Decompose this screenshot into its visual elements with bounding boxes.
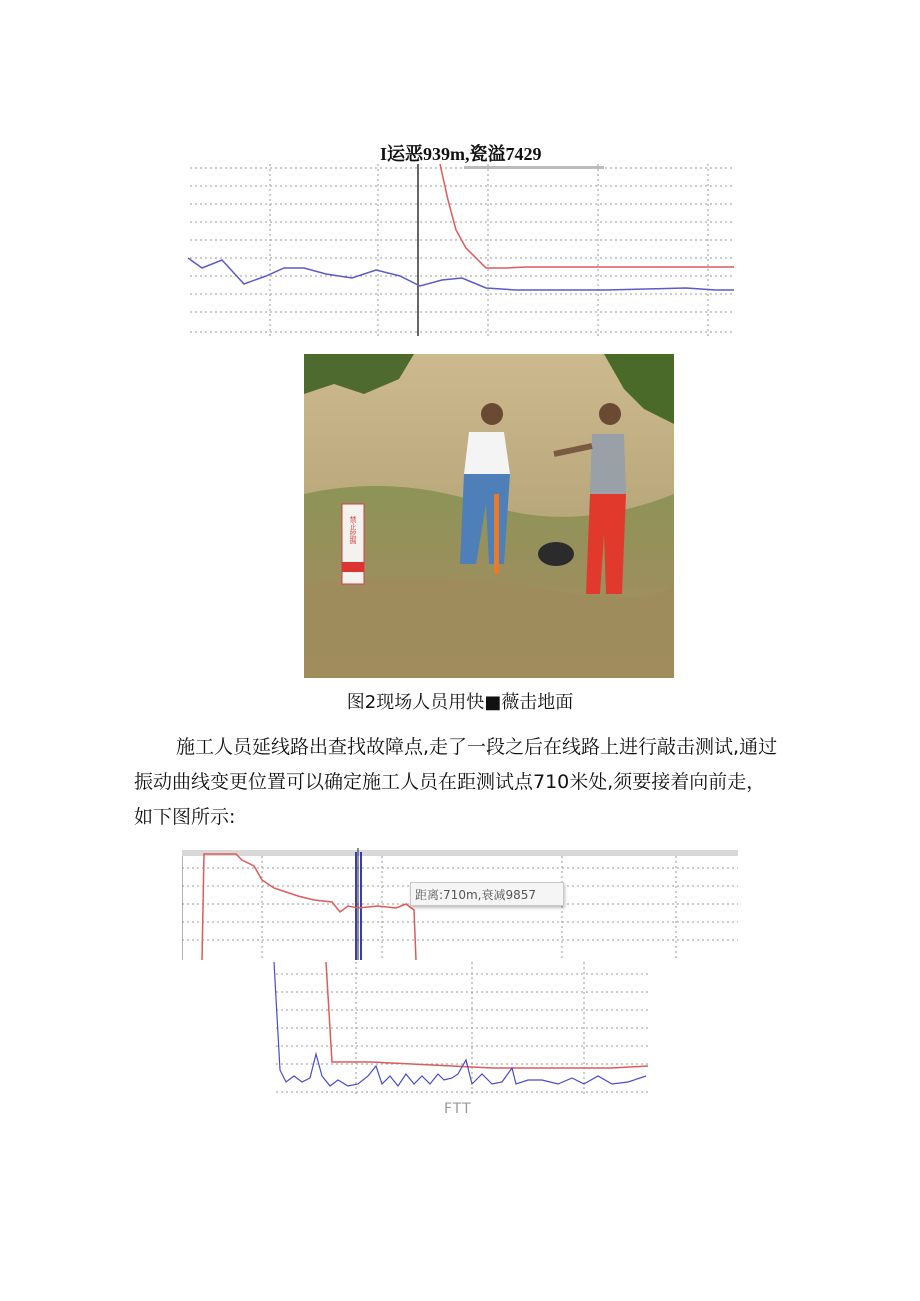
chart1-grid <box>190 164 734 336</box>
chart2-tooltip: 距离:710m,衰减9857 <box>410 882 564 906</box>
warning-post <box>342 504 364 584</box>
chart1-title-underline <box>464 166 604 169</box>
chart1-title: I运恶939m,瓷溢7429 <box>380 144 542 164</box>
figure2-caption: 图2现场人员用快■薇击地面 <box>346 692 574 713</box>
dog <box>538 542 574 566</box>
chart2-top-bar <box>182 850 738 856</box>
chart3-grid <box>276 962 648 1094</box>
chart1-vibration-plot <box>186 160 736 338</box>
chart3-red-series <box>326 962 648 1068</box>
warning-post-text: 禁止挖掘 <box>349 516 357 544</box>
chart1-red-series <box>440 164 734 268</box>
chart2-red-series <box>202 854 416 960</box>
field-photo <box>304 354 674 678</box>
paragraph-text: 施工人员延线路出查找故障点,走了一段之后在线路上进行敲击测试,通过振动曲线变更位置可以确定施工人员在距测试点710米处,须要接着向前走，如下图所示: <box>134 736 778 828</box>
chart3-footer-label: FTT <box>444 1101 472 1117</box>
chart2-grid <box>182 856 738 960</box>
chart3-vibration-plot <box>272 960 650 1096</box>
body-paragraph <box>134 730 784 835</box>
